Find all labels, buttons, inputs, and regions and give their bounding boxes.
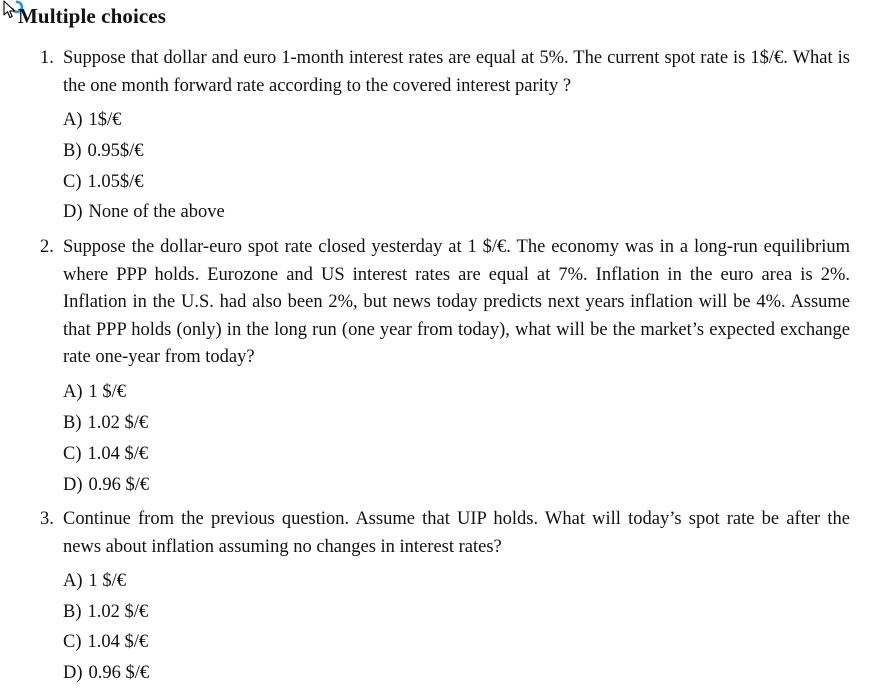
- question-text: Continue from the previous question. Assume that UIP holds. What will today’s spot rate be after the news about inflation assuming no changes in interest rates?: [63, 509, 850, 557]
- option-letter: B): [63, 141, 82, 161]
- option-b[interactable]: [63, 140, 144, 162]
- option-letter: C): [63, 172, 82, 192]
- option-a[interactable]: [63, 109, 121, 131]
- question-number: 3.: [40, 509, 54, 529]
- option-letter: B): [63, 413, 82, 433]
- option-letter: D): [63, 475, 83, 495]
- option-c[interactable]: [63, 171, 144, 193]
- option-letter: D): [63, 663, 83, 683]
- question-1: [40, 45, 850, 222]
- option-text: 1.02 $/€: [87, 602, 149, 622]
- option-text: 1.04 $/€: [87, 632, 149, 652]
- option-letter: A): [63, 571, 83, 591]
- option-c[interactable]: [63, 631, 148, 653]
- option-text: 1.05$/€: [87, 172, 144, 192]
- question-2: [40, 234, 850, 495]
- option-b[interactable]: [63, 412, 148, 434]
- option-d[interactable]: [63, 662, 149, 684]
- option-text: 0.95$/€: [87, 141, 144, 161]
- question-number: 1.: [40, 48, 54, 68]
- option-text: 0.96 $/€: [88, 475, 150, 495]
- option-letter: C): [63, 632, 82, 652]
- option-letter: A): [63, 382, 83, 402]
- section-title: Multiple choices: [18, 4, 166, 28]
- option-text: 0.96 $/€: [88, 663, 150, 683]
- option-letter: B): [63, 602, 82, 622]
- option-text: 1.04 $/€: [87, 444, 149, 464]
- option-b[interactable]: [63, 601, 148, 623]
- option-text: 1.02 $/€: [87, 413, 149, 433]
- question-3: [40, 506, 850, 683]
- option-letter: C): [63, 444, 82, 464]
- option-a[interactable]: [63, 570, 126, 592]
- option-letter: D): [63, 202, 83, 222]
- option-c[interactable]: [63, 443, 148, 465]
- option-d[interactable]: [63, 201, 225, 223]
- question-number: 2.: [40, 237, 54, 257]
- option-text: 1$/€: [88, 110, 122, 130]
- question-text: Suppose the dollar-euro spot rate closed yesterday at 1 $/€. The economy was in a long-run equilibrium where PPP holds. Eurozone and US interest rates are equal at 7%. Inflation in the euro area is 2%. Inflation in the U.S. had also been 2%, but news today predicts next years inflation will be 4%. Assume that PPP holds (only) in the long run (one year from today), what will be the market’s expected exchange rate one-year from today?: [63, 237, 850, 367]
- option-text: 1 $/€: [88, 382, 127, 402]
- option-letter: A): [63, 110, 83, 130]
- option-d[interactable]: [63, 474, 149, 496]
- question-text: Suppose that dollar and euro 1-month interest rates are equal at 5%. The current spot rate is 1$/€. What is the one month forward rate according to the covered interest parity ?: [63, 48, 850, 96]
- option-text: None of the above: [88, 202, 225, 222]
- option-text: 1 $/€: [88, 571, 127, 591]
- option-a[interactable]: [63, 381, 126, 403]
